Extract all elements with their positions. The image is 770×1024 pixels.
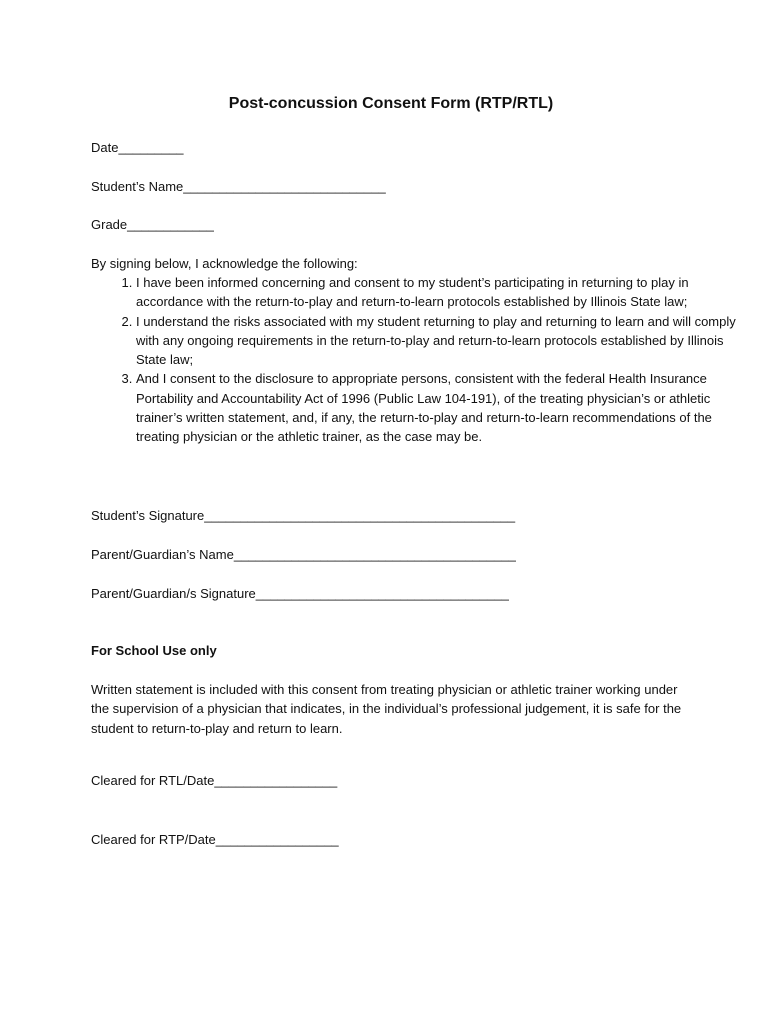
acknowledgement-list	[91, 273, 736, 447]
acknowledgement-item: 1. I have been informed concerning and consent to my student’s participating in returning to play in accordance with the return-to-play and return-to-learn protocols established by Illinois State law;	[136, 273, 736, 312]
parent-signature-field[interactable]: Parent/Guardian/s Signature___________________________________	[91, 586, 509, 601]
acknowledgement-intro: By signing below, I acknowledge the following:	[91, 256, 358, 271]
date-field[interactable]: Date_________	[91, 140, 184, 155]
cleared-rtl-date-field[interactable]: Cleared for RTL/Date_________________	[91, 773, 338, 788]
school-use-heading: For School Use only	[91, 643, 217, 658]
grade-field[interactable]: Grade____________	[91, 217, 214, 232]
page-title: Post-concussion Consent Form (RTP/RTL)	[228, 95, 554, 112]
acknowledgement-item: 3. And I consent to the disclosure to appropriate persons, consistent with the federal Health Insurance Portability and Accountability Act of 1996 (Public Law 104-191), of the treating physician’s or athletic trainer’s written statement, and, if any, the return-to-play and return-to-learn recommendations of the treating physician or the athletic trainer, as the case may be.	[136, 369, 736, 446]
acknowledgement-item: 2. I understand the risks associated with my student returning to play and returning to learn and will comply with any ongoing requirements in the return-to-play and return-to-learn protocols established by Illinois State law;	[136, 312, 736, 370]
student-name-field[interactable]: Student’s Name____________________________	[91, 179, 386, 194]
cleared-rtp-date-field[interactable]: Cleared for RTP/Date_________________	[91, 832, 339, 847]
parent-name-field[interactable]: Parent/Guardian’s Name_______________________________________	[91, 547, 516, 562]
school-use-statement: Written statement is included with this consent from treating physician or athletic trainer working under the supervision of a physician that indicates, in the individual’s professional judgement, it is safe for the student to return-to-play and return to learn.	[91, 682, 682, 736]
student-signature-field[interactable]: Student’s Signature___________________________________________	[91, 508, 516, 523]
